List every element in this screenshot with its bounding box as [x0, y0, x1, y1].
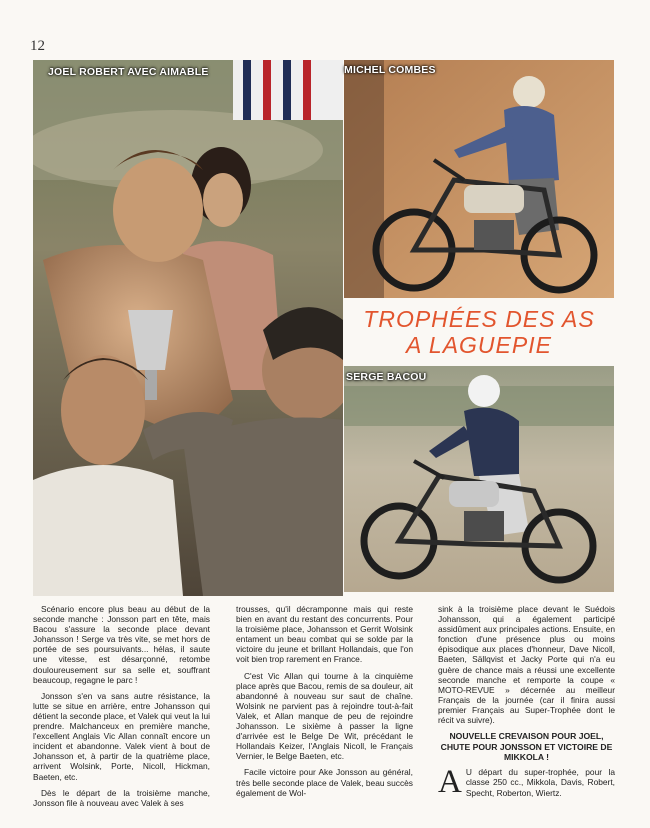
photo-michel-combes — [344, 60, 614, 298]
headline — [344, 306, 614, 358]
section-subhead: NOUVELLE CREVAISON POUR JOEL, CHUTE POUR JONSSON ET VICTOIRE DE MIKKOLA ! — [440, 731, 613, 762]
paragraph: trousses, qu'il décramponne mais qui reste bien en avant du restant des concurrents. Pour la troisième place, Johansson et Gerrit Wolsink entament un beau combat qui se solde par la victoire du jeune et brillant Hollandais, que l'on voit bien trop rarement en France. — [236, 604, 413, 665]
paragraph: Scénario encore plus beau au début de la seconde manche : Jonsson part en tête, mais Bacou s'assure la seconde place devant Johansson ! Serge va très vite, se met hors de portée de ses poursuivants... hélas, il saute une vitesse, est désarçonné, retombe douloureusement sur sa selle et, souffrant beaucoup, regagne le parc ! — [33, 604, 210, 685]
last-paragraph-text: U départ du super-trophée, pour la classe 250 cc., Mikkola, Davis, Robert, Specht, Roberton, Wiertz. — [465, 767, 615, 798]
paragraph — [438, 764, 615, 801]
paragraph: sink à la troisième place devant le Suédois Johansson, qui a également participé assidûment aux principales actions. Ensuite, en fonction d'une présence plus ou moins épisodique aux places d'honneur, Dave Nicoll, Baeten, Sällqvist et Jacky Porte qui n'a eu guère de chance mais a réussi une excellente seconde manche et remporte la coupe « MOTO-REVUE » décernée au meilleur Français de la journée (car il finira aussi premier Français au Super-Trophée dont le récit va suivre). — [438, 604, 615, 726]
text-column-1 — [33, 604, 210, 814]
drop-cap: A — [438, 764, 462, 801]
page-number: 12 — [30, 38, 45, 54]
caption-michel-combes: MICHEL COMBES — [344, 64, 436, 76]
text-column-3 — [438, 604, 615, 804]
caption-serge-bacou: SERGE BACOU — [346, 371, 427, 383]
caption-joel-robert: JOEL ROBERT AVEC AIMABLE — [48, 66, 209, 78]
paragraph: Facile victoire pour Ake Jonsson au général, très belle seconde place de Valek, beau succès également de Wol- — [236, 767, 413, 798]
headline-line-1: TROPHÉES DES AS — [363, 306, 595, 332]
photo-joel-robert — [33, 60, 343, 596]
paragraph: Dès le départ de la troisième manche, Jonsson file à nouveau avec Valek à ses — [33, 787, 210, 808]
headline-line-2: A LAGUEPIE — [406, 332, 552, 358]
paragraph: Jonsson s'en va sans autre résistance, la lutte se situe en arrière, entre Johansson qui détient la seconde place, et Valek qui veut la lui prendre. Malchanceux en première manche, l'excellent Anglais Vic Allan connaît encore un incident et abandonne. Valek vient à bout de Johansson et, à partir de la quatrième place, arrivent Wolsink, Porte, Nicoll, Hickman, Baeten, etc. — [33, 690, 210, 782]
paragraph: C'est Vic Allan qui tourne à la cinquième place après que Bacou, remis de sa douleur, ait abandonné à nouveau sur saut de chaîne. Wolsink ne parvient pas à rejoindre tout-à-fait Valek, et Allan manque de peu de rejoindre Johansson. Le sixième à passer la ligne d'arrivée est le Belge De Wit, précédant le Hollandais Keizer, l'Anglais Nicoll, le Français Vernier, le Belge Baeten, etc. — [236, 670, 413, 762]
text-column-2 — [236, 604, 413, 804]
photo-serge-bacou — [344, 366, 614, 592]
